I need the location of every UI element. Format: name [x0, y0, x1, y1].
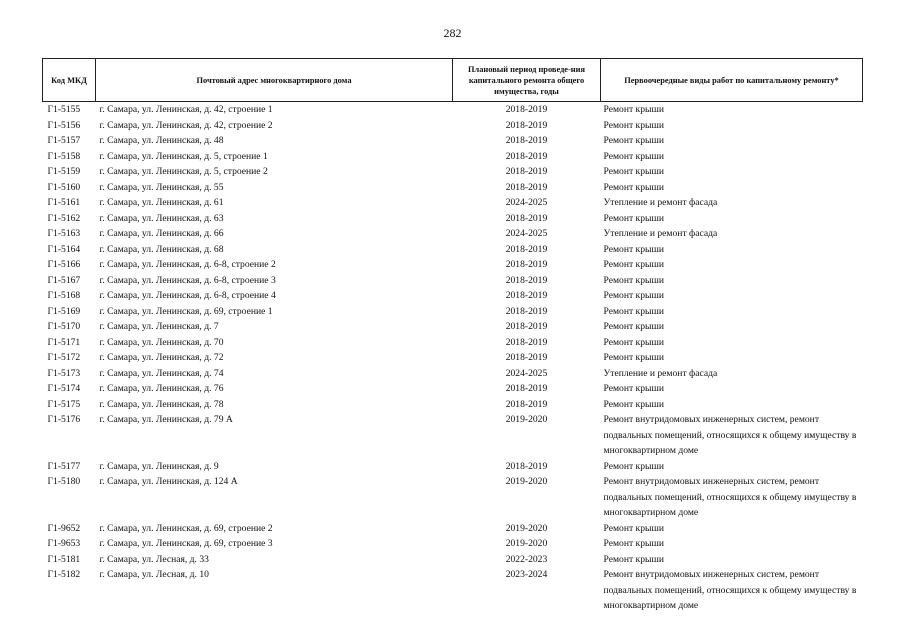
- table-row: [43, 304, 863, 320]
- table-row: [43, 164, 863, 180]
- table-row: [43, 288, 863, 304]
- table-row: [43, 257, 863, 273]
- cell-code: Г1-5172: [47, 352, 81, 363]
- table-row: [43, 521, 863, 537]
- cell-address: г. Самара, ул. Ленинская, д. 78: [99, 398, 224, 410]
- header-address: Почтовый адрес многоквартирного дома: [96, 59, 453, 102]
- cell-address: г. Самара, ул. Ленинская, д. 69, строение 2: [99, 522, 273, 534]
- cell-works: Утепление и ремонт фасада: [603, 228, 718, 239]
- cell-address: г. Самара, ул. Ленинская, д. 6-8, строение 4: [99, 290, 276, 301]
- cell-code: Г1-5177: [47, 460, 81, 472]
- table-row: [43, 180, 863, 196]
- cell-code: Г1-5159: [47, 166, 81, 177]
- cell-address: г. Самара, ул. Ленинская, д. 69, строение 1: [99, 305, 273, 317]
- cell-code: Г1-5171: [47, 336, 81, 348]
- cell-period: 2018-2019: [505, 243, 548, 255]
- cell-code: Г1-5174: [47, 383, 81, 394]
- cell-period: 2018-2019: [505, 135, 548, 146]
- cell-works: Ремонт внутридомовых инженерных систем, ремонт подвальных помещений, относящихся к общему имуществу в многоквартирном доме: [603, 476, 857, 518]
- cell-code: Г1-5155: [47, 104, 81, 115]
- cell-period: 2018-2019: [505, 460, 548, 472]
- table-row: [43, 536, 863, 552]
- cell-period: 2019-2020: [505, 476, 548, 487]
- cell-period: 2018-2019: [505, 166, 548, 177]
- cell-period: 2018-2019: [505, 119, 548, 131]
- cell-code: Г1-5157: [47, 135, 81, 146]
- cell-period: 2024-2025: [505, 197, 548, 208]
- cell-code: Г1-5163: [47, 228, 81, 239]
- cell-period: 2018-2019: [505, 150, 548, 162]
- cell-works: Ремонт крыши: [603, 181, 664, 193]
- cell-works: Ремонт внутридомовых инженерных систем, ремонт подвальных помещений, относящихся к общему имуществу в многоквартирном доме: [603, 414, 857, 456]
- cell-address: г. Самара, ул. Ленинская, д. 72: [99, 352, 224, 363]
- cell-period: 2024-2025: [505, 228, 548, 239]
- cell-period: 2024-2025: [505, 367, 548, 379]
- cell-period: 2018-2019: [505, 352, 548, 363]
- cell-works: Ремонт крыши: [603, 135, 664, 146]
- cell-works: Ремонт крыши: [603, 166, 664, 177]
- cell-period: 2018-2019: [505, 383, 548, 394]
- cell-works: Ремонт крыши: [603, 274, 664, 286]
- cell-period: 2018-2019: [505, 336, 548, 348]
- cell-period: 2019-2020: [505, 538, 548, 549]
- cell-period: 2022-2023: [505, 553, 548, 565]
- cell-code: Г1-5175: [47, 398, 81, 410]
- cell-works: Ремонт крыши: [603, 243, 664, 255]
- cell-code: Г1-5156: [47, 119, 81, 131]
- cell-code: Г1-5164: [47, 243, 81, 255]
- cell-code: Г1-5176: [47, 414, 81, 425]
- cell-period: 2018-2019: [505, 212, 548, 224]
- cell-works: Ремонт внутридомовых инженерных систем, ремонт подвальных помещений, относящихся к общему имуществу в многоквартирном доме: [603, 569, 857, 611]
- cell-address: г. Самара, ул. Ленинская, д. 5, строение 1: [99, 150, 268, 162]
- cell-code: Г1-9653: [47, 538, 81, 549]
- table-body: [43, 102, 863, 614]
- cell-period: 2019-2020: [505, 522, 548, 534]
- cell-address: г. Самара, ул. Ленинская, д. 61: [99, 197, 224, 208]
- cell-address: г. Самара, ул. Ленинская, д. 42, строение 1: [99, 104, 273, 115]
- table-row: [43, 350, 863, 366]
- cell-works: Ремонт крыши: [603, 553, 664, 565]
- cell-works: Ремонт крыши: [603, 398, 664, 410]
- header-period: Плановый период проведе-ния капитального ремонта общего имущества, годы: [453, 59, 601, 102]
- table-row: [43, 242, 863, 258]
- cell-works: Ремонт крыши: [603, 150, 664, 162]
- cell-code: Г1-5169: [47, 305, 81, 317]
- cell-code: Г1-5166: [47, 259, 81, 270]
- cell-code: Г1-5170: [47, 321, 81, 332]
- cell-address: г. Самара, ул. Ленинская, д. 124 А: [99, 476, 238, 487]
- cell-period: 2018-2019: [505, 104, 548, 115]
- cell-works: Ремонт крыши: [603, 321, 664, 332]
- cell-period: 2018-2019: [505, 181, 548, 193]
- cell-code: Г1-5161: [47, 197, 81, 208]
- cell-works: Ремонт крыши: [603, 259, 664, 270]
- table-row: [43, 397, 863, 413]
- cell-code: Г1-5173: [47, 367, 81, 379]
- cell-address: г. Самара, ул. Ленинская, д. 42, строение 2: [99, 119, 273, 131]
- cell-code: Г1-5162: [47, 212, 81, 224]
- cell-code: Г1-5168: [47, 290, 81, 301]
- capital-repair-table: [42, 58, 863, 614]
- cell-works: Ремонт крыши: [603, 538, 664, 549]
- table-header: [43, 59, 863, 102]
- cell-code: Г1-5160: [47, 181, 81, 193]
- cell-code: Г1-5181: [47, 553, 81, 565]
- table-row: [43, 381, 863, 397]
- cell-code: Г1-5167: [47, 274, 81, 286]
- table-row: [43, 118, 863, 134]
- cell-address: г. Самара, ул. Ленинская, д. 5, строение 2: [99, 166, 268, 177]
- table-row: [43, 195, 863, 211]
- cell-code: Г1-5158: [47, 150, 81, 162]
- cell-period: 2018-2019: [505, 290, 548, 301]
- cell-code: Г1-5182: [47, 569, 81, 580]
- table-row: [43, 319, 863, 335]
- table-row: [43, 133, 863, 149]
- cell-works: Ремонт крыши: [603, 305, 664, 317]
- cell-works: Утепление и ремонт фасада: [603, 367, 718, 379]
- table-row: [43, 273, 863, 289]
- cell-code: Г1-5180: [47, 476, 81, 487]
- cell-address: г. Самара, ул. Ленинская, д. 6-8, строение 3: [99, 274, 276, 286]
- header-code: Код МКД: [43, 59, 96, 102]
- header-works: Первоочередные виды работ по капитальному ремонту*: [601, 59, 863, 102]
- cell-address: г. Самара, ул. Ленинская, д. 7: [99, 321, 219, 332]
- cell-period: 2018-2019: [505, 398, 548, 410]
- table-row: [43, 366, 863, 382]
- cell-code: Г1-9652: [47, 522, 81, 534]
- cell-works: Ремонт крыши: [603, 522, 664, 534]
- cell-address: г. Самара, ул. Ленинская, д. 68: [99, 243, 224, 255]
- cell-address: г. Самара, ул. Ленинская, д. 74: [99, 367, 224, 379]
- cell-works: Утепление и ремонт фасада: [603, 197, 718, 208]
- cell-address: г. Самара, ул. Ленинская, д. 69, строение 3: [99, 538, 273, 549]
- cell-address: г. Самара, ул. Ленинская, д. 6-8, строение 2: [99, 259, 276, 270]
- cell-works: Ремонт крыши: [603, 336, 664, 348]
- cell-period: 2019-2020: [505, 414, 548, 425]
- cell-works: Ремонт крыши: [603, 383, 664, 394]
- table-row: [43, 149, 863, 165]
- cell-works: Ремонт крыши: [603, 290, 664, 301]
- cell-address: г. Самара, ул. Ленинская, д. 9: [99, 460, 219, 472]
- table-row: [43, 474, 863, 521]
- cell-works: Ремонт крыши: [603, 104, 664, 115]
- cell-address: г. Самара, ул. Ленинская, д. 55: [99, 181, 224, 193]
- cell-works: Ремонт крыши: [603, 352, 664, 363]
- cell-period: 2018-2019: [505, 259, 548, 270]
- cell-period: 2023-2024: [505, 569, 548, 580]
- table-row: [43, 335, 863, 351]
- cell-period: 2018-2019: [505, 274, 548, 286]
- cell-works: Ремонт крыши: [603, 460, 664, 472]
- page-number: 282: [443, 26, 462, 40]
- table-row: [43, 459, 863, 475]
- table-row: [43, 567, 863, 614]
- cell-address: г. Самара, ул. Ленинская, д. 76: [99, 383, 224, 394]
- table-row: [43, 412, 863, 459]
- cell-address: г. Самара, ул. Ленинская, д. 79 А: [99, 414, 233, 425]
- cell-address: г. Самара, ул. Ленинская, д. 63: [99, 212, 224, 224]
- table-row: [43, 552, 863, 568]
- cell-address: г. Самара, ул. Ленинская, д. 70: [99, 336, 224, 348]
- cell-address: г. Самара, ул. Лесная, д. 10: [99, 569, 209, 580]
- table-row: [43, 211, 863, 227]
- cell-period: 2018-2019: [505, 305, 548, 317]
- cell-works: Ремонт крыши: [603, 212, 664, 224]
- cell-works: Ремонт крыши: [603, 119, 664, 131]
- cell-period: 2018-2019: [505, 321, 548, 332]
- cell-address: г. Самара, ул. Ленинская, д. 48: [99, 135, 224, 146]
- table-row: [43, 226, 863, 242]
- cell-address: г. Самара, ул. Ленинская, д. 66: [99, 228, 224, 239]
- cell-address: г. Самара, ул. Лесная, д. 33: [99, 553, 209, 565]
- table-row: [43, 102, 863, 118]
